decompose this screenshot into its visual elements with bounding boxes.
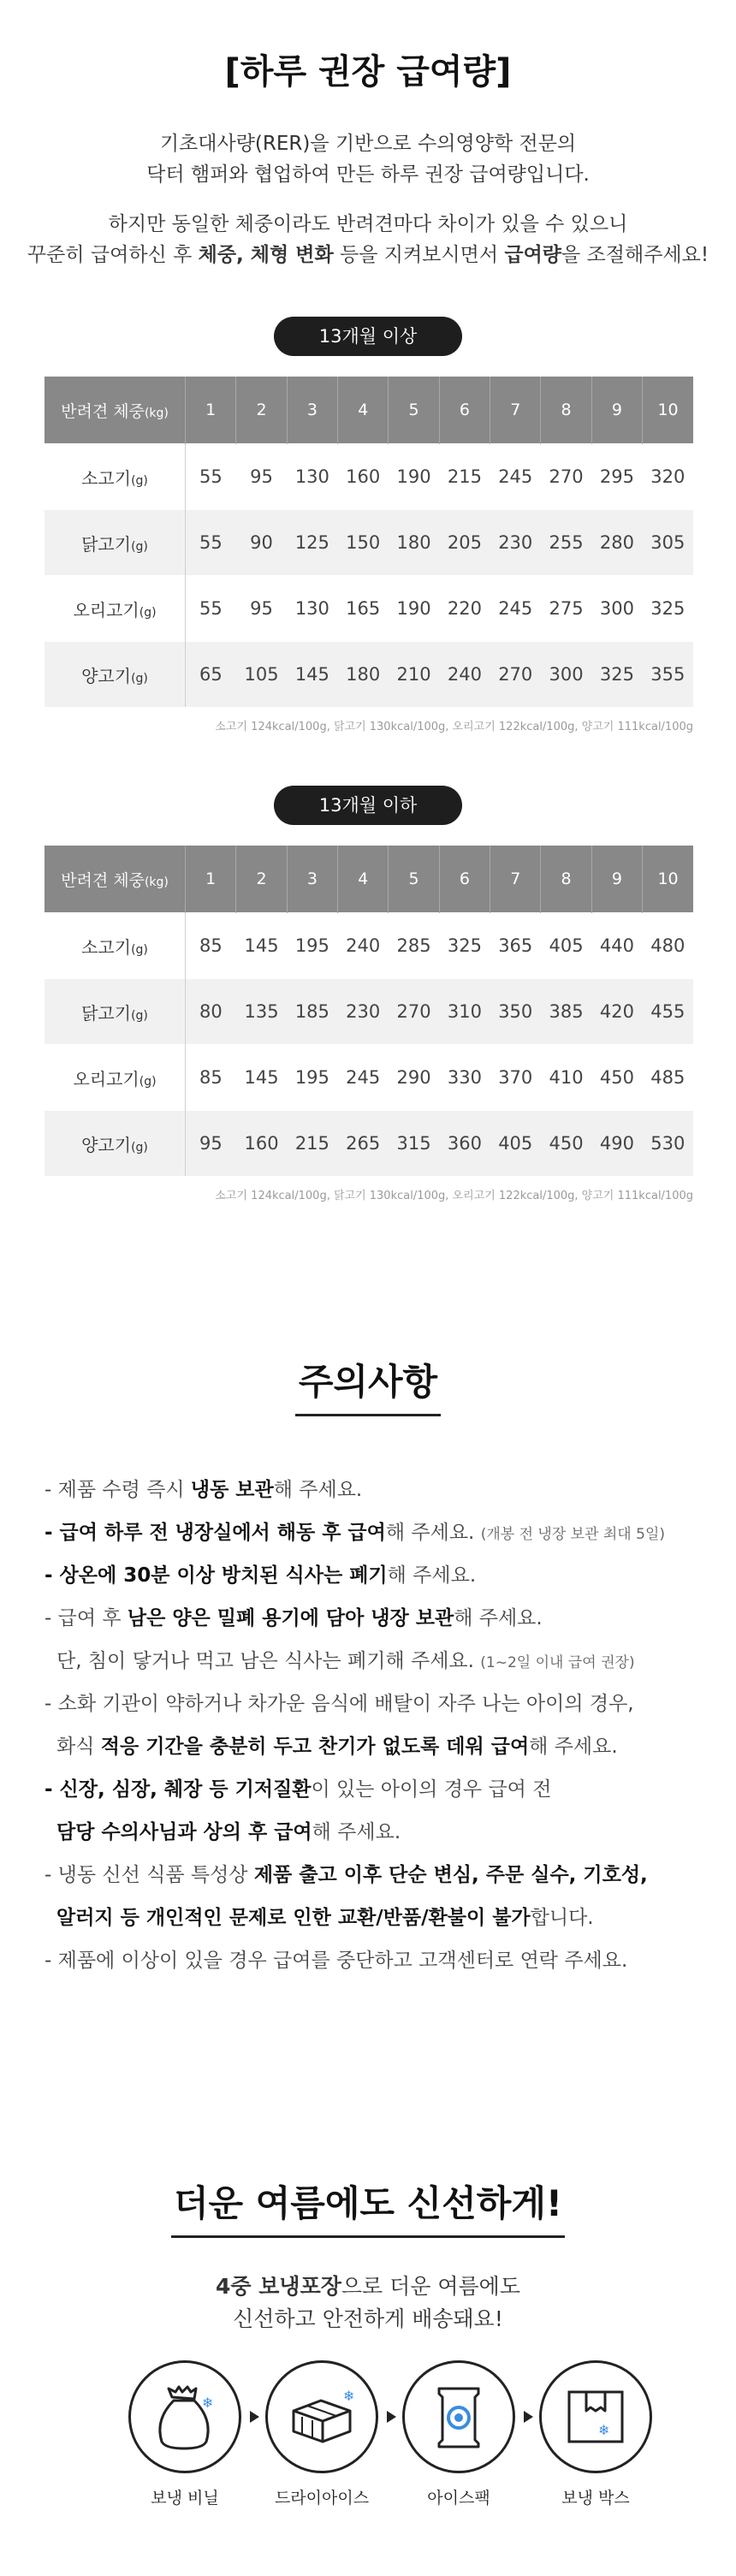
caution-item: - 소화 기관이 약하거나 차가운 음식에 배탈이 자주 나는 아이의 경우,: [45, 1693, 634, 1715]
weight-cell: 7: [490, 846, 541, 913]
summer-title-underline: [171, 2235, 565, 2238]
amount-cell: 65: [186, 642, 236, 708]
amount-cell: 270: [490, 642, 541, 708]
ice-pack-icon: [405, 2363, 513, 2471]
amount-cell: 190: [389, 444, 439, 510]
meat-type-cell: 닭고기(g): [45, 979, 186, 1045]
summer-desc-line-1: 4중 보냉포장으로 더운 여름에도: [216, 2274, 520, 2299]
amount-cell: 280: [591, 510, 642, 576]
amount-cell: 190: [389, 576, 439, 642]
amount-cell: 305: [643, 510, 693, 576]
amount-cell: 150: [338, 510, 389, 576]
insulated-box-icon: [542, 2363, 650, 2471]
step-label: 드라이아이스: [274, 2489, 370, 2508]
weight-cell: 5: [389, 846, 439, 913]
weight-cell: 9: [591, 377, 642, 444]
weight-cell: 8: [541, 846, 591, 913]
intro-line-2: 닥터 햄퍼와 협업하여 만든 하루 권장 급여량입니다.: [146, 163, 590, 186]
amount-cell: 420: [591, 979, 642, 1045]
amount-cell: 300: [541, 642, 591, 708]
weight-cell: 6: [439, 846, 490, 913]
weight-cell: 3: [287, 377, 337, 444]
amount-cell: 195: [287, 913, 337, 979]
amount-cell: 165: [338, 576, 389, 642]
amount-cell: 350: [490, 979, 541, 1045]
amount-cell: 95: [236, 444, 287, 510]
amount-cell: 95: [186, 1111, 236, 1177]
amount-cell: 130: [287, 576, 337, 642]
calorie-footnote: 소고기 124kcal/100g, 닭고기 130kcal/100g, 오리고기 122kcal/100g, 양고기 111kcal/100g: [215, 1190, 693, 1202]
feeding-table-over-13-months: [45, 377, 693, 707]
notice-line-2: 꾸준히 급여하신 후 체중, 체형 변화 등을 지켜보시면서 급여량을 조절해주세요!: [27, 244, 709, 266]
meat-type-cell: 오리고기(g): [45, 1045, 186, 1111]
amount-cell: 270: [541, 444, 591, 510]
weight-header-cell: 반려견 체중(kg): [45, 377, 186, 444]
amount-cell: 85: [186, 913, 236, 979]
summer-desc-line-2: 신선하고 안전하게 배송돼요!: [233, 2306, 503, 2331]
amount-cell: 145: [236, 1045, 287, 1111]
amount-cell: 85: [186, 1045, 236, 1111]
amount-cell: 265: [338, 1111, 389, 1177]
table-row: [45, 576, 693, 642]
caution-item: - 냉동 신선 식품 특성상 제품 출고 이후 단순 변심, 주문 실수, 기호성,: [45, 1864, 648, 1886]
amount-cell: 255: [541, 510, 591, 576]
amount-cell: 370: [490, 1045, 541, 1111]
amount-cell: 215: [287, 1111, 337, 1177]
weight-cell: 10: [643, 846, 693, 913]
table-row: [45, 642, 693, 708]
amount-cell: 490: [591, 1111, 642, 1177]
amount-cell: 80: [186, 979, 236, 1045]
cautions-list: [45, 1469, 712, 1982]
svg-text:❄: ❄: [202, 2395, 214, 2411]
amount-cell: 145: [236, 913, 287, 979]
age-badge-under-13-months: 13개월 이하: [274, 786, 462, 825]
step-circle: [265, 2360, 378, 2473]
intro-line-1: 기초대사량(RER)을 기반으로 수의영양학 전문의: [159, 133, 577, 155]
table-row: [45, 444, 693, 510]
step-circle: [539, 2360, 652, 2473]
summer-title: 더운 여름에도 신선하게!: [173, 2182, 563, 2224]
weight-cell: 9: [591, 846, 642, 913]
meat-type-cell: 소고기(g): [45, 444, 186, 510]
amount-cell: 285: [389, 913, 439, 979]
caution-item: 단, 침이 닿거나 먹고 남은 식사는 폐기해 주세요. (1~2일 이내 급여 권장): [56, 1650, 635, 1672]
amount-cell: 330: [439, 1045, 490, 1111]
table-row: [45, 913, 693, 979]
arrow-right-icon: [250, 2411, 259, 2423]
weight-cell: 1: [186, 377, 236, 444]
weight-cell: 4: [338, 846, 389, 913]
caution-item: - 상온에 30분 이상 방치된 식사는 폐기해 주세요.: [45, 1564, 477, 1587]
amount-cell: 160: [236, 1111, 287, 1177]
amount-cell: 135: [236, 979, 287, 1045]
amount-cell: 270: [389, 979, 439, 1045]
age-badge-over-13-months: 13개월 이상: [274, 317, 462, 356]
amount-cell: 290: [389, 1045, 439, 1111]
amount-cell: 530: [643, 1111, 693, 1177]
arrow-right-icon: [524, 2411, 533, 2423]
cautions-title-underline: [295, 1414, 441, 1416]
amount-cell: 55: [186, 510, 236, 576]
amount-cell: 405: [541, 913, 591, 979]
amount-cell: 275: [541, 576, 591, 642]
svg-text:❄: ❄: [343, 2388, 355, 2404]
weight-cell: 4: [338, 377, 389, 444]
weight-cell: 5: [389, 377, 439, 444]
amount-cell: 485: [643, 1045, 693, 1111]
amount-cell: 315: [389, 1111, 439, 1177]
meat-type-cell: 닭고기(g): [45, 510, 186, 576]
svg-text:❄: ❄: [598, 2422, 610, 2438]
arrow-right-icon: [387, 2411, 396, 2423]
step-circle: [402, 2360, 515, 2473]
amount-cell: 410: [541, 1045, 591, 1111]
amount-cell: 320: [643, 444, 693, 510]
amount-cell: 125: [287, 510, 337, 576]
amount-cell: 205: [439, 510, 490, 576]
insulated-bag-icon: [131, 2363, 239, 2471]
amount-cell: 450: [591, 1045, 642, 1111]
cautions-title: 주의사항: [298, 1361, 438, 1403]
caution-item: - 제품에 이상이 있을 경우 급여를 중단하고 고객센터로 연락 주세요.: [45, 1950, 628, 1972]
amount-cell: 300: [591, 576, 642, 642]
amount-cell: 215: [439, 444, 490, 510]
amount-cell: 55: [186, 576, 236, 642]
amount-cell: 245: [490, 444, 541, 510]
table-row: [45, 1111, 693, 1177]
step-circle: [128, 2360, 241, 2473]
amount-cell: 355: [643, 642, 693, 708]
amount-cell: 210: [389, 642, 439, 708]
dry-ice-icon: [268, 2363, 376, 2471]
amount-cell: 180: [338, 642, 389, 708]
caution-item: 담당 수의사님과 상의 후 급여해 주세요.: [56, 1821, 401, 1843]
amount-cell: 240: [439, 642, 490, 708]
amount-cell: 55: [186, 444, 236, 510]
table-header-row: [45, 846, 693, 913]
meat-type-cell: 양고기(g): [45, 1111, 186, 1177]
amount-cell: 325: [439, 913, 490, 979]
amount-cell: 245: [490, 576, 541, 642]
table-row: [45, 979, 693, 1045]
weight-cell: 6: [439, 377, 490, 444]
weight-cell: 10: [643, 377, 693, 444]
emphasis-weight-change: 체중, 체형 변화: [198, 244, 334, 266]
amount-cell: 145: [287, 642, 337, 708]
amount-cell: 325: [643, 576, 693, 642]
calorie-footnote: 소고기 124kcal/100g, 닭고기 130kcal/100g, 오리고기 122kcal/100g, 양고기 111kcal/100g: [215, 721, 693, 733]
amount-cell: 450: [541, 1111, 591, 1177]
amount-cell: 295: [591, 444, 642, 510]
amount-cell: 230: [490, 510, 541, 576]
caution-item: 화식 적응 기간을 충분히 두고 찬기가 없도록 데워 급여해 주세요.: [56, 1736, 618, 1758]
amount-cell: 180: [389, 510, 439, 576]
amount-cell: 480: [643, 913, 693, 979]
amount-cell: 310: [439, 979, 490, 1045]
amount-cell: 365: [490, 913, 541, 979]
step-label: 보냉 박스: [561, 2489, 630, 2508]
weight-cell: 2: [236, 377, 287, 444]
amount-cell: 240: [338, 913, 389, 979]
step-label: 아이스팩: [427, 2489, 490, 2508]
weight-header-cell: 반려견 체중(kg): [45, 846, 186, 913]
weight-cell: 3: [287, 846, 337, 913]
amount-cell: 385: [541, 979, 591, 1045]
amount-cell: 195: [287, 1045, 337, 1111]
amount-cell: 220: [439, 576, 490, 642]
feeding-table-under-13-months: [45, 846, 693, 1176]
amount-cell: 440: [591, 913, 642, 979]
amount-cell: 360: [439, 1111, 490, 1177]
meat-type-cell: 소고기(g): [45, 913, 186, 979]
amount-cell: 325: [591, 642, 642, 708]
weight-cell: 8: [541, 377, 591, 444]
caution-item: 알러지 등 개인적인 문제로 인한 교환/반품/환불이 불가합니다.: [56, 1907, 594, 1929]
page-title: [하루 권장 급여량]: [224, 52, 512, 92]
meat-type-cell: 오리고기(g): [45, 576, 186, 642]
caution-item: - 신장, 심장, 췌장 등 기저질환이 있는 아이의 경우 급여 전: [45, 1778, 552, 1801]
amount-cell: 105: [236, 642, 287, 708]
amount-cell: 230: [338, 979, 389, 1045]
table-row: [45, 510, 693, 576]
step-label: 보냉 비닐: [151, 2489, 219, 2508]
table-header-row: [45, 377, 693, 444]
caution-item: - 급여 하루 전 냉장실에서 해동 후 급여해 주세요. (개봉 전 냉장 보관 최대 5일): [45, 1522, 666, 1544]
caution-item: - 제품 수령 즉시 냉동 보관해 주세요.: [45, 1479, 363, 1501]
table-row: [45, 1045, 693, 1111]
amount-cell: 95: [236, 576, 287, 642]
amount-cell: 405: [490, 1111, 541, 1177]
weight-cell: 7: [490, 377, 541, 444]
amount-cell: 245: [338, 1045, 389, 1111]
amount-cell: 90: [236, 510, 287, 576]
amount-cell: 185: [287, 979, 337, 1045]
meat-type-cell: 양고기(g): [45, 642, 186, 708]
notice-line-1: 하지만 동일한 체중이라도 반려견마다 차이가 있을 수 있으니: [108, 213, 628, 235]
weight-cell: 1: [186, 846, 236, 913]
amount-cell: 130: [287, 444, 337, 510]
amount-cell: 160: [338, 444, 389, 510]
emphasis-feed-amount: 급여량: [504, 244, 562, 266]
caution-item: - 급여 후 남은 양은 밀폐 용기에 담아 냉장 보관해 주세요.: [45, 1607, 543, 1629]
weight-cell: 2: [236, 846, 287, 913]
amount-cell: 455: [643, 979, 693, 1045]
